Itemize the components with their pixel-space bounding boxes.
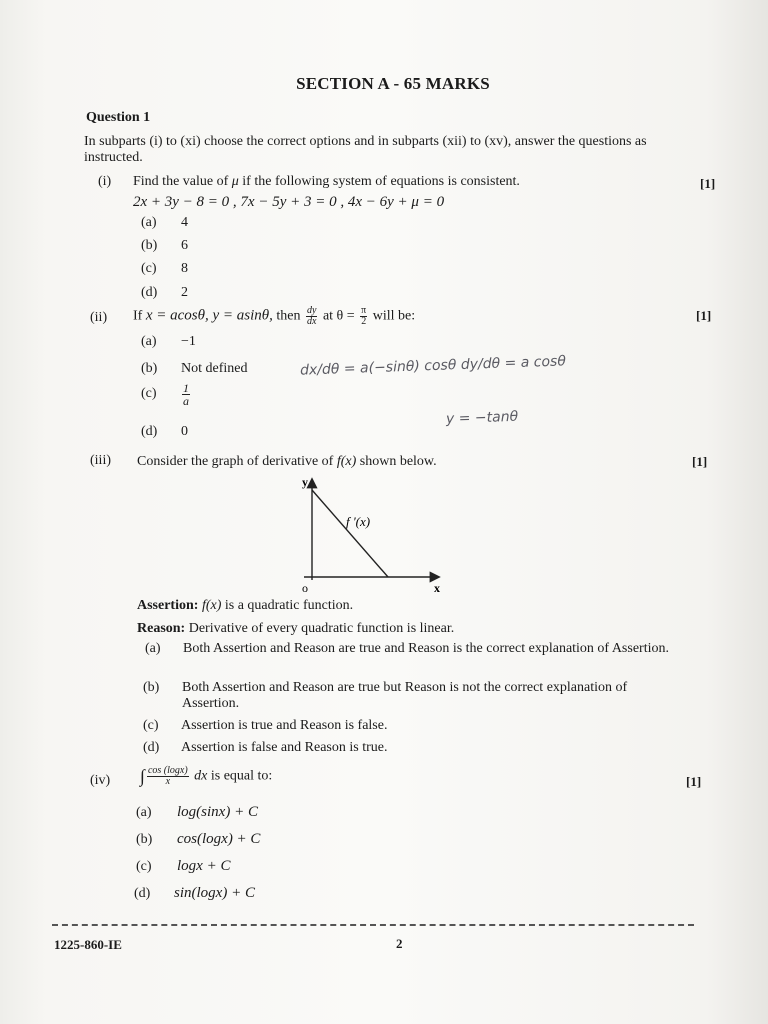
q4-option-a-text: log(sinx) + C bbox=[177, 804, 258, 820]
q2-option-b-label: (b) bbox=[141, 361, 158, 376]
q1-option-b-label: (b) bbox=[141, 238, 158, 253]
q4-marks: [1] bbox=[686, 774, 702, 789]
q4-option-c-label: (c) bbox=[136, 859, 152, 874]
q2-option-c-den: a bbox=[183, 394, 189, 408]
q4-option-b-text: cos(logx) + C bbox=[177, 831, 261, 847]
assertion-line bbox=[137, 598, 353, 614]
question-heading: Question 1 bbox=[86, 110, 151, 125]
q2-option-c-label: (c) bbox=[141, 386, 157, 401]
q4-option-a-label: (a) bbox=[136, 805, 152, 820]
q1-stem-var: μ bbox=[231, 174, 239, 189]
q4-option-c-text: logx + C bbox=[177, 858, 231, 874]
q1-stem-b: if the following system of equations is consistent. bbox=[238, 174, 520, 189]
q1-number: (i) bbox=[98, 174, 112, 189]
q1-stem bbox=[133, 174, 520, 190]
q3-option-b-label: (b) bbox=[143, 680, 160, 695]
q2-dydx-fraction bbox=[306, 306, 317, 327]
footer-page-number: 2 bbox=[396, 936, 403, 951]
q4-stem-dx: dx bbox=[190, 768, 208, 784]
q3-option-a-text: Both Assertion and Reason are true and Reason is the correct explanation of Assertion. bbox=[183, 641, 669, 656]
q2-option-c-fraction bbox=[180, 382, 192, 407]
q2-number: (ii) bbox=[90, 310, 108, 325]
q4-integral-sign: ∫ bbox=[140, 766, 145, 786]
graph-x-label: x bbox=[434, 581, 440, 595]
q1-option-a-text: 4 bbox=[181, 215, 188, 230]
section-title: SECTION A - 65 MARKS bbox=[296, 74, 490, 93]
assertion-label: Assertion: bbox=[137, 598, 199, 613]
q3-option-c-label: (c) bbox=[143, 718, 159, 733]
q2-stem-c: at θ = bbox=[319, 308, 359, 324]
q2-option-a-text: −1 bbox=[181, 334, 196, 349]
q3-option-d-label: (d) bbox=[143, 740, 160, 755]
q2-pi-fraction bbox=[360, 306, 367, 327]
graph-origin-label: o bbox=[302, 581, 308, 595]
q2-stem-d: will be: bbox=[369, 308, 416, 324]
q2-stem-math: x = acosθ, y = asinθ, bbox=[145, 307, 273, 324]
q2-option-a-label: (a) bbox=[141, 334, 157, 349]
q3-number: (iii) bbox=[90, 453, 111, 468]
q3-stem-b: shown below. bbox=[356, 454, 437, 469]
q2-frac2-num: π bbox=[361, 305, 367, 316]
q2-frac-num: dy bbox=[306, 305, 317, 316]
handwritten-note-line1: dx/dθ = a(−sinθ) cosθ dy/dθ = a cosθ bbox=[299, 353, 567, 379]
q2-stem-b: then bbox=[272, 308, 304, 324]
graph-curve-label: f '(x) bbox=[346, 514, 371, 529]
q2-frac-den: dx bbox=[306, 316, 317, 327]
q4-frac-den: x bbox=[165, 776, 171, 787]
reason-line bbox=[137, 621, 454, 637]
q2-marks: [1] bbox=[696, 308, 712, 323]
q3-stem bbox=[137, 454, 437, 470]
q1-option-d-text: 2 bbox=[181, 285, 188, 300]
q4-number: (iv) bbox=[90, 773, 111, 788]
handwritten-note-line2: y = −tanθ bbox=[445, 408, 519, 428]
graph-y-label: y bbox=[302, 475, 308, 489]
q3-option-c-text: Assertion is true and Reason is false. bbox=[181, 718, 388, 733]
q3-option-a-label: (a) bbox=[145, 641, 161, 656]
q1-marks: [1] bbox=[700, 176, 716, 191]
q1-option-c-text: 8 bbox=[181, 261, 188, 276]
q3-stem-a: Consider the graph of derivative of bbox=[137, 454, 337, 469]
q3-stem-fx: f(x) bbox=[336, 454, 357, 469]
q2-option-c-num: 1 bbox=[183, 381, 189, 395]
q1-equation: 2x + 3y − 8 = 0 , 7x − 5y + 3 = 0 , 4x − 6y + μ = 0 bbox=[133, 194, 445, 210]
q4-option-d-label: (d) bbox=[134, 886, 151, 901]
footer-paper-code: 1225-860-IE bbox=[54, 937, 122, 952]
q4-stem bbox=[140, 766, 272, 787]
q3-marks: [1] bbox=[692, 454, 708, 469]
q1-option-a-label: (a) bbox=[141, 215, 157, 230]
derivative-graph bbox=[290, 470, 450, 596]
q1-option-c-label: (c) bbox=[141, 261, 157, 276]
q1-option-d-label: (d) bbox=[141, 285, 158, 300]
q3-option-b-text: Both Assertion and Reason are true but Reason is not the correct explanation of Assertion. bbox=[182, 680, 628, 711]
q4-fraction bbox=[147, 766, 189, 787]
derivative-line bbox=[312, 490, 388, 577]
instructions: In subparts (i) to (xi) choose the correct options and in subparts (xii) to (xv), answer the questions as instructed. bbox=[84, 134, 647, 165]
q2-stem bbox=[133, 306, 415, 327]
reason-text: Derivative of every quadratic function is linear. bbox=[185, 621, 455, 636]
q1-stem-a: Find the value of bbox=[133, 174, 232, 189]
assertion-text: is a quadratic function. bbox=[221, 598, 354, 613]
q2-option-d-text: 0 bbox=[181, 424, 188, 439]
q4-frac-num: cos (logx) bbox=[147, 765, 188, 776]
q3-option-d-text: Assertion is false and Reason is true. bbox=[181, 740, 388, 755]
q2-option-d-label: (d) bbox=[141, 424, 158, 439]
q2-stem-a: If bbox=[133, 308, 146, 324]
q4-option-b-label: (b) bbox=[136, 832, 153, 847]
q4-stem-b: is equal to: bbox=[207, 768, 273, 784]
assertion-fx: f(x) bbox=[201, 598, 222, 613]
reason-label: Reason: bbox=[137, 621, 186, 636]
q2-frac2-den: 2 bbox=[361, 316, 367, 327]
q2-option-b-text: Not defined bbox=[181, 361, 248, 376]
footer-divider bbox=[52, 924, 694, 926]
q4-option-d-text: sin(logx) + C bbox=[174, 885, 255, 901]
q1-option-b-text: 6 bbox=[181, 238, 188, 253]
